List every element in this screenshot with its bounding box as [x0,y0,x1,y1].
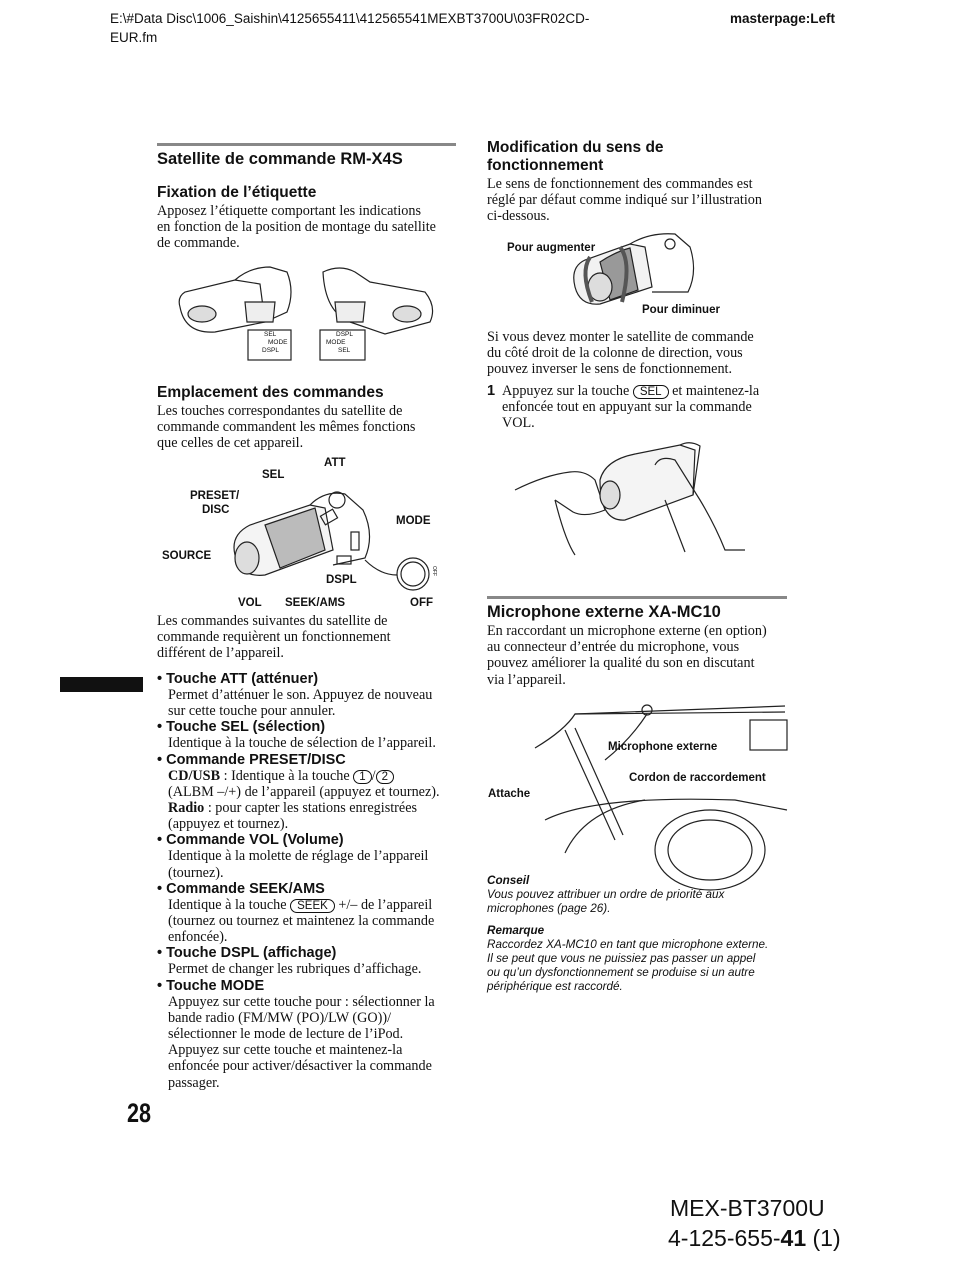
text-line: Les touches correspondantes du satellite de [157,403,403,419]
preset-cd-line [157,768,462,784]
diagram-label-disc: DISC [202,504,230,516]
label-cordon: Cordon de raccordement [629,772,766,784]
part-code-prefix: 4-125-655- [668,1225,781,1251]
bullet-dspl-title: • Touche DSPL (affichage) [157,945,337,962]
part-code-suffix: (1) [806,1225,841,1251]
text-line: réglé par défaut comme indiqué sur l’illustration [487,192,762,209]
paragraph-differences [157,613,457,662]
diagram-label-preset: PRESET/ [190,490,240,502]
paragraph-emplacement [157,403,457,452]
section-rule [157,143,456,146]
note-remarque [487,924,792,994]
diagram-label-dspl: DSPL [326,574,357,586]
text-line: via l’appareil. [487,671,566,688]
text-line: au connecteur d’entrée du microphone, vous [487,639,740,656]
label-left-sel: SEL [264,331,277,338]
cd-usb-label: CD/USB [168,767,221,784]
masterpage-label: masterpage:Left [730,11,836,26]
step-text [487,383,787,432]
text-line: pouvez améliorer la qualité du son en discutant [487,655,755,672]
diagram-label-source: SOURCE [162,550,212,562]
label-right-mode: MODE [326,339,346,346]
label-left [248,331,292,355]
text-line: Les commandes suivantes du satellite de [157,613,388,629]
conseil-title: Conseil [487,874,530,887]
label-right [324,331,368,355]
paragraph-microphone [487,623,787,688]
text-line: enfoncée tout en appuyant sur la commande [502,399,752,416]
text-line: du côté droit de la colonne de direction, vous [487,345,743,362]
step-key-line [502,383,787,399]
label-left-mode: MODE [268,339,288,346]
paragraph-fixation [157,203,457,252]
bullet-sel-title: • Touche SEL (sélection) [157,719,326,736]
text-line: ou qu’un dysfonctionnement se produise si un autre [487,966,755,979]
bullet-mode-title: • Touche MODE [157,977,265,994]
diagram-label-vol: VOL [238,597,262,609]
section-title-satellite: Satellite de commande RM-X4S [157,150,403,168]
label-pour-augmenter: Pour augmenter [507,242,596,254]
note-conseil [487,874,792,916]
text-line: (ALBM –/+) de l’appareil (appuyez et tournez). [168,783,440,800]
bullet-preset-title: • Commande PRESET/DISC [157,751,346,768]
diagram-label-off-small: OFF [431,566,437,576]
diagram-label-seek: SEEK/AMS [285,597,346,609]
diagram-label-sel: SEL [262,469,285,481]
preset-radio-line [157,800,462,816]
diagram-label-att: ATT [324,457,346,469]
text-line: que celles de cet appareil. [157,435,304,452]
text-line: (tournez ou tournez et maintenez la commande [168,913,435,930]
step-1 [487,383,787,432]
text-line: Permet d’atténuer le son. Appuyez de nouveau [168,687,433,703]
label-microphone-externe: Microphone externe [608,741,718,753]
text-line: Identique à la molette de réglage de l’appareil [168,848,429,865]
text-line: Identique à la touche de sélection de l’appareil. [168,735,436,752]
key-sel: SEL [633,385,669,399]
section-rule [487,596,787,599]
label-attache: Attache [488,788,531,800]
diagram-label-mode: MODE [396,515,431,527]
file-path-line-2: EUR.fm [110,30,158,45]
key-2: 2 [376,770,394,784]
label-illustration [175,262,440,362]
text-line: VOL. [502,415,535,432]
text-line: Appuyez sur cette touche pour : sélectionner la [168,993,435,1010]
text-line: sur cette touche pour annuler. [168,703,336,720]
paragraph-modification [487,176,787,225]
seek-key-line [157,897,462,913]
model-name: MEX-BT3700U [670,1195,825,1221]
part-code-bold: 41 [780,1225,807,1251]
heading-emplacement: Emplacement des commandes [157,384,384,401]
heading-fixation: Fixation de l’étiquette [157,184,317,201]
bullet-seek-title: • Commande SEEK/AMS [157,880,325,897]
text-line: Vous pouvez attribuer un ordre de priorité aux [487,888,725,901]
text-line: bande radio (FM/MW (PO)/LW (GO))/ [168,1009,392,1026]
part-code [668,1224,841,1253]
bullet-att-title: • Touche ATT (atténuer) [157,671,319,687]
text-line: commande commandent les mêmes fonctions [157,419,416,436]
text-line: enfoncée). [168,929,228,946]
text-line: sélectionner le mode de lecture de l’iPod. [168,1026,404,1043]
text-line: de commande. [157,235,240,252]
text-line: Permet de changer les rubriques d’affichage. [168,961,422,978]
text-line: (tournez). [168,864,224,881]
text-run: Identique à la touche [168,896,291,913]
text-line: Si vous devez monter le satellite de commande [487,329,754,345]
text-run: Appuyez sur la touche [502,383,633,399]
label-pour-diminuer: Pour diminuer [642,304,720,316]
heading-microphone: Microphone externe XA-MC10 [487,603,721,621]
remarque-title: Remarque [487,924,545,937]
text-line: Le sens de fonctionnement des commandes est [487,176,753,192]
text-line: En raccordant un microphone externe (en option) [487,623,767,639]
heading-modification-line-2: fonctionnement [487,157,604,174]
paragraph-inversion [487,329,787,378]
bullet-vol-title: • Commande VOL (Volume) [157,832,344,849]
text-line: passager. [168,1074,220,1091]
text-line: commande requièrent un fonctionnement [157,629,391,646]
text-line: périphérique est raccordé. [487,980,623,993]
file-path-header [110,9,589,47]
text-line: en fonction de la position de montage du satellite [157,219,436,236]
text-line: pouvez inverser le sens de fonctionnement. [487,361,733,378]
text-run: +/– de l’appareil [334,896,433,913]
text-line: différent de l’appareil. [157,645,284,662]
bullet-list [157,671,462,1091]
hand-pressing-illustration [515,440,750,560]
text-run: et maintenez-la [668,383,760,399]
text-run: : pour capter les stations enregistrées [204,800,418,817]
text-line: Apposez l’étiquette comportant les indications [157,203,421,219]
text-line: microphones (page 26). [487,902,611,915]
file-path-line-1: E:\#Data Disc\1006_Saishin\4125655411\412565541MEXBT3700U\03FR02CD- [110,11,590,26]
diagram-label-off: OFF [410,597,433,609]
text-line: Raccordez XA-MC10 en tant que microphone externe. [487,938,769,951]
text-line: enfoncée pour activer/désactiver la commande [168,1058,432,1075]
heading-modification-line-1: Modification du sens de [487,139,664,156]
label-right-dspl: DSPL [336,331,353,338]
key-seek: SEEK [290,899,335,913]
text-line: (appuyez et tournez). [168,816,289,833]
section-tab-marker [60,677,143,692]
label-left-dspl: DSPL [262,347,279,354]
text-run: : Identique à la touche [220,767,354,784]
radio-label: Radio [168,800,205,817]
text-run: / [371,767,376,784]
heading-modification [487,139,664,175]
label-right-sel: SEL [338,347,351,354]
page-number: 28 [127,1098,152,1128]
step-number: 1 [487,383,496,399]
text-line: Appuyez sur cette touche et maintenez-la [168,1042,403,1059]
text-line: ci-dessous. [487,208,550,225]
text-line: Il se peut que vous ne puissiez pas passer un appel [487,952,756,965]
key-1: 1 [353,770,371,784]
